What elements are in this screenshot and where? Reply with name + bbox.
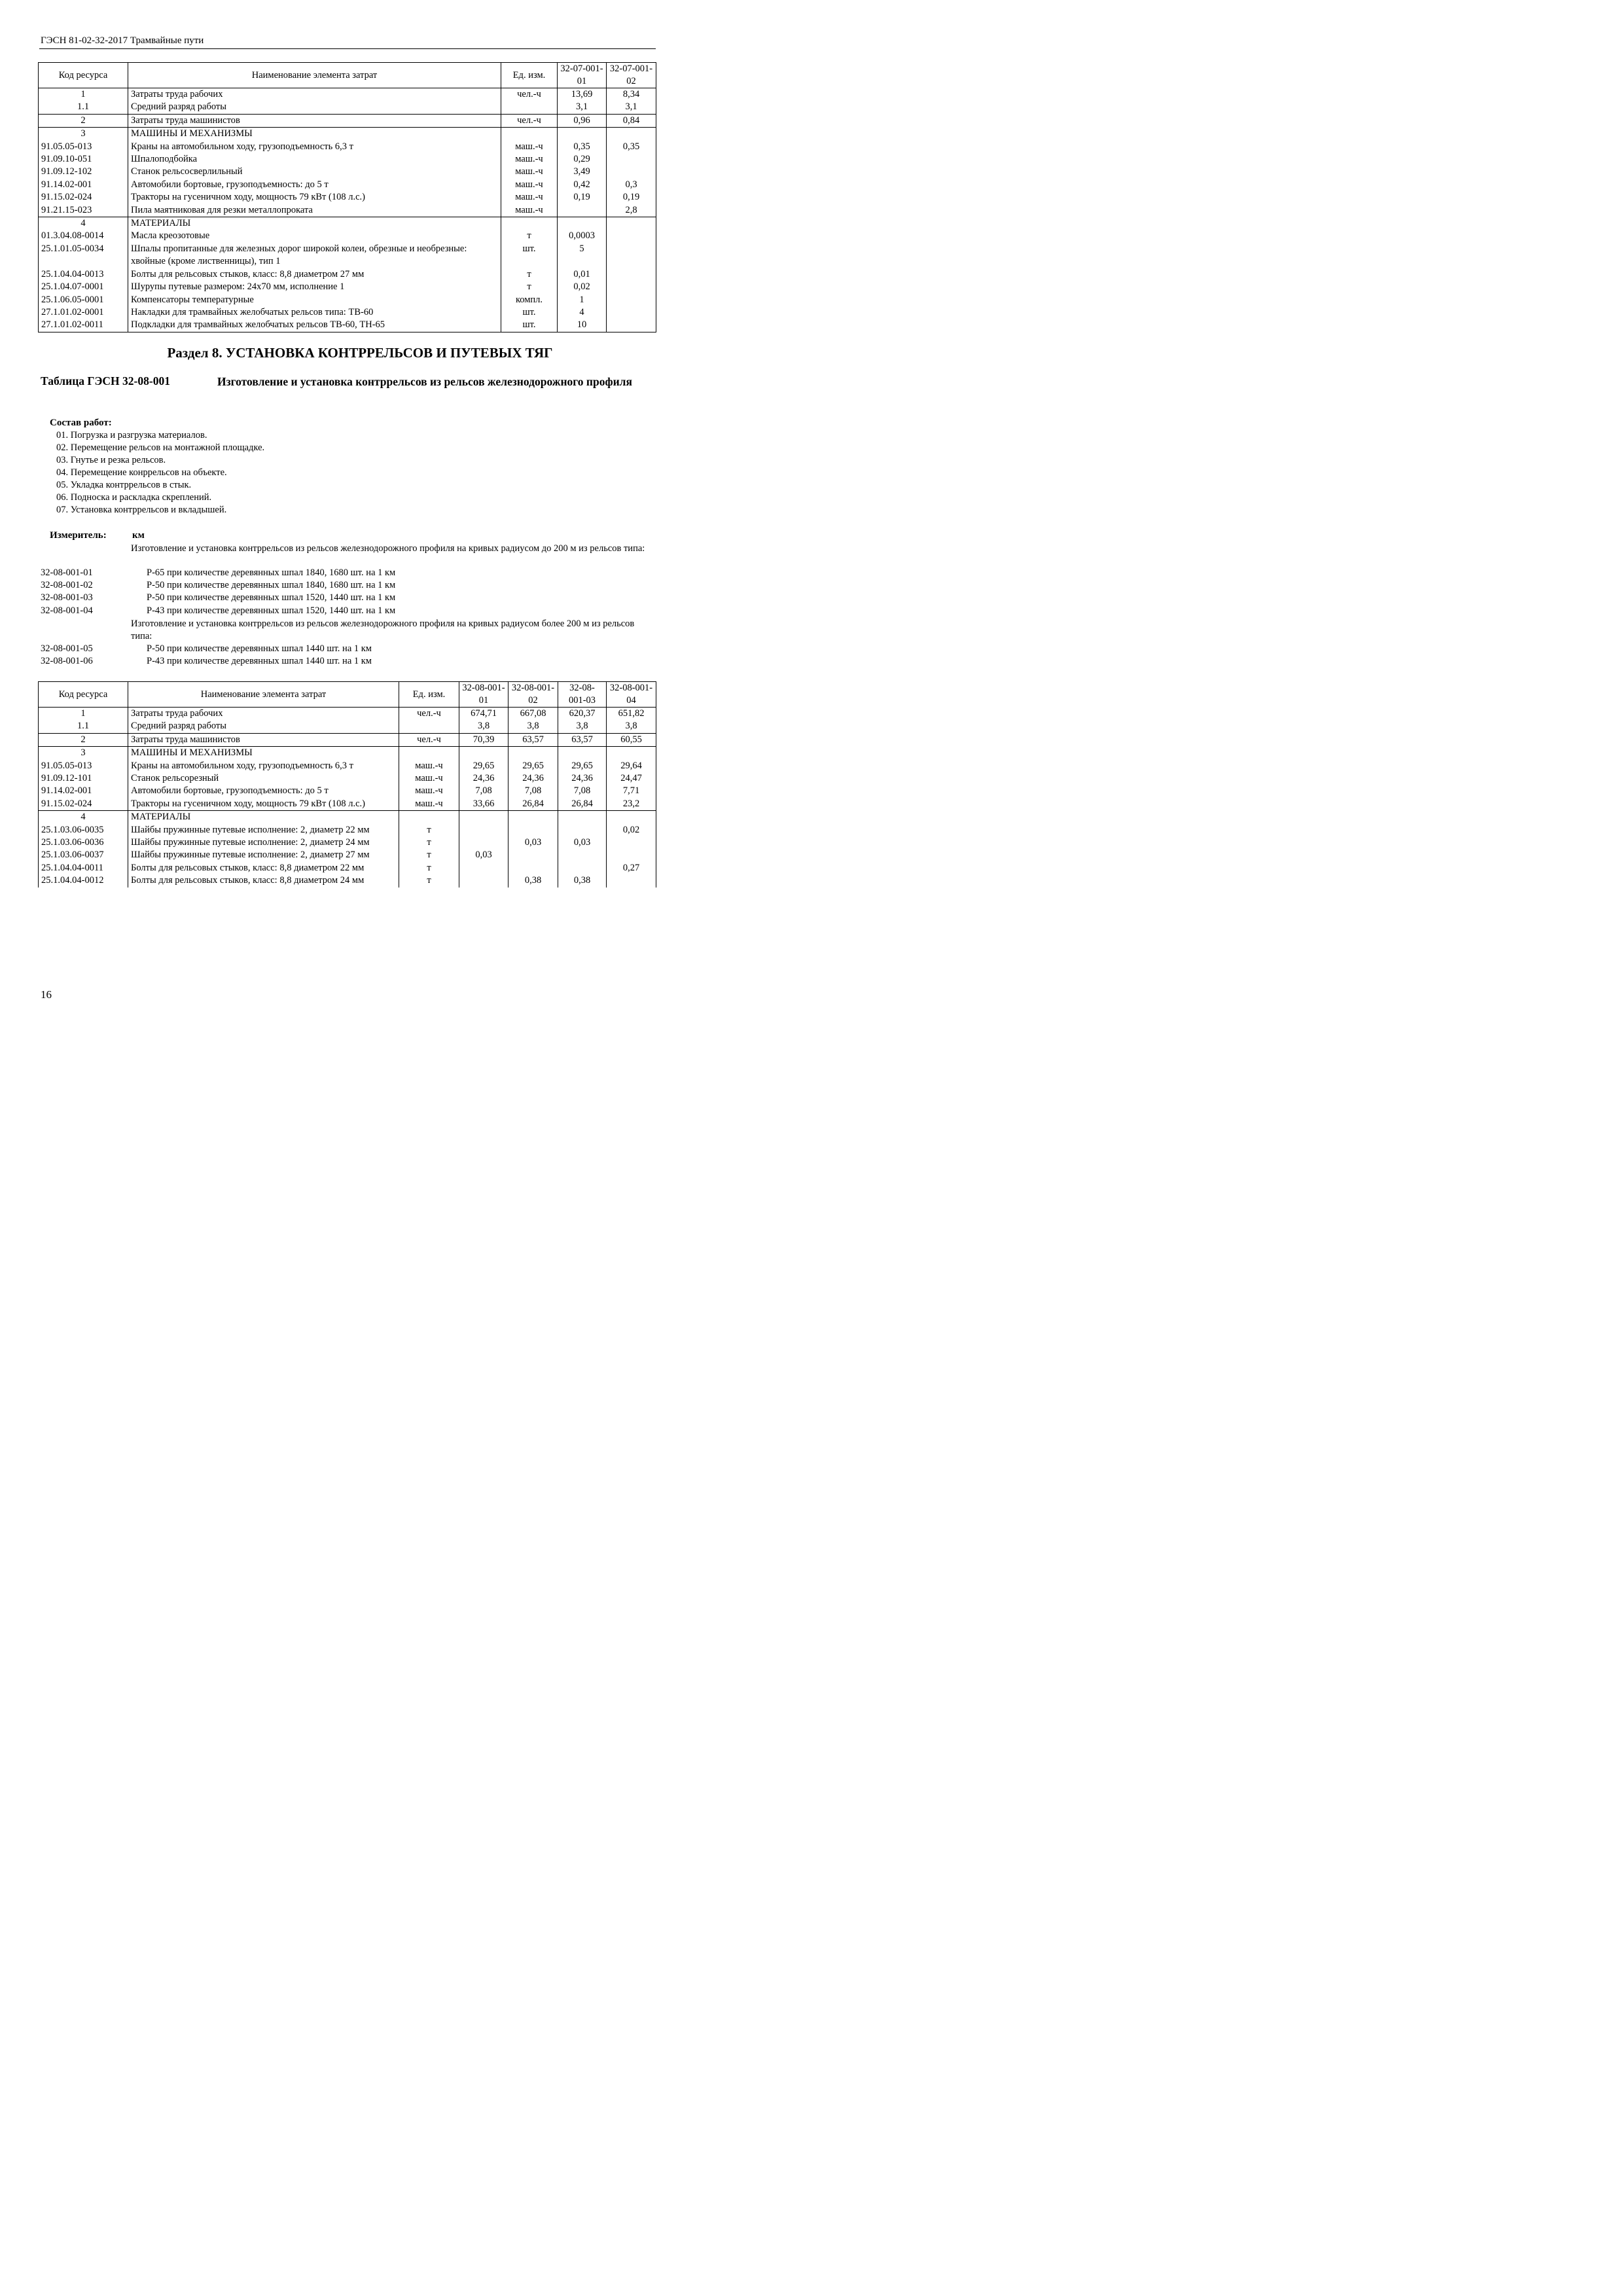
cell-name: Масла креозотовые [128, 230, 501, 242]
cell-value: 2,8 [607, 204, 656, 217]
cell-value: 620,37 [558, 708, 607, 721]
cell-value [607, 836, 656, 849]
cell-name: Компенсаторы температурные [128, 294, 501, 306]
cell-value [508, 811, 558, 824]
cell-value: 0,3 [607, 179, 656, 191]
cell-code: 4 [39, 811, 128, 824]
cell-code: 4 [39, 217, 128, 230]
cell-name: Станок рельсорезный [128, 772, 399, 785]
table-label: Таблица ГЭСН 32-08-001 [41, 374, 170, 387]
cell-value: 1 [558, 294, 607, 306]
cell-code: 91.09.12-101 [39, 772, 128, 785]
cell-value: 0,96 [558, 114, 607, 127]
cell-code: 25.1.03.06-0035 [39, 824, 128, 836]
cell-value [508, 849, 558, 861]
cell-value [459, 874, 508, 887]
cell-value: 3,1 [558, 101, 607, 114]
variant-description: Р-43 при количестве деревянных шпал 1520, 1440 шт. на 1 км [147, 605, 396, 616]
table-row [39, 720, 656, 733]
cell-code: 91.09.10-051 [39, 153, 128, 166]
table-row [39, 760, 656, 772]
table-row [39, 294, 656, 306]
cell-value: 10 [558, 319, 607, 332]
cell-code: 25.1.04.04-0013 [39, 268, 128, 281]
cell-unit: чел.-ч [501, 114, 558, 127]
cell-value [607, 243, 656, 268]
header-variant-1: 32-08-001-01 [459, 682, 508, 708]
cell-value: 29,64 [607, 760, 656, 772]
header-variant-3: 32-08-001-03 [558, 682, 607, 708]
cell-value: 70,39 [459, 733, 508, 746]
cell-value: 29,65 [459, 760, 508, 772]
cell-code: 3 [39, 747, 128, 760]
cell-value: 63,57 [508, 733, 558, 746]
cell-value: 0,02 [607, 824, 656, 836]
cell-value: 24,36 [459, 772, 508, 785]
table-row [39, 874, 656, 887]
cell-value: 3,8 [508, 720, 558, 733]
cell-value: 26,84 [508, 798, 558, 811]
table-row [39, 836, 656, 849]
cell-value: 0,03 [459, 849, 508, 861]
cell-value: 0,35 [607, 141, 656, 153]
cell-value [459, 862, 508, 874]
cell-value: 3,1 [607, 101, 656, 114]
table-row [39, 849, 656, 861]
cell-unit: маш.-ч [501, 141, 558, 153]
variant-description: Р-50 при количестве деревянных шпал 1520, 1440 шт. на 1 км [147, 592, 396, 603]
cell-value [607, 128, 656, 141]
table-row [39, 204, 656, 217]
cell-value: 33,66 [459, 798, 508, 811]
cell-unit: т [399, 849, 459, 861]
cell-value: 674,71 [459, 708, 508, 721]
cell-unit: т [399, 862, 459, 874]
cell-value: 3,8 [459, 720, 508, 733]
cell-code: 25.1.03.06-0037 [39, 849, 128, 861]
cell-value [558, 747, 607, 760]
table-row [39, 101, 656, 114]
cell-value [607, 230, 656, 242]
cell-code: 91.14.02-001 [39, 785, 128, 797]
table-row [39, 243, 656, 268]
variant-description: Р-43 при количестве деревянных шпал 1440 шт. на 1 км [147, 656, 372, 666]
cell-code: 91.15.02-024 [39, 798, 128, 811]
cell-unit: маш.-ч [399, 760, 459, 772]
header-name: Наименование элемента затрат [128, 63, 501, 88]
cell-value: 0,19 [607, 191, 656, 204]
cell-unit: т [399, 836, 459, 849]
variant-group-text: Изготовление и установка контррельсов из рельсов железнодорожного профиля на кривых радиусом до 200 м из рельсов типа: [131, 543, 645, 554]
cell-value: 0,03 [558, 836, 607, 849]
cell-unit: т [501, 281, 558, 293]
cell-value [558, 849, 607, 861]
header-variant-2: 32-08-001-02 [508, 682, 558, 708]
cell-code: 91.21.15-023 [39, 204, 128, 217]
cell-value: 24,36 [558, 772, 607, 785]
cell-value: 7,08 [508, 785, 558, 797]
variant-description: Р-50 при количестве деревянных шпал 1840, 1680 шт. на 1 км [147, 580, 396, 590]
cell-value [508, 862, 558, 874]
table-row [39, 319, 656, 332]
cell-value: 0,35 [558, 141, 607, 153]
work-step: 01. Погрузка и разгрузка материалов. [56, 430, 207, 440]
table-row [39, 217, 656, 230]
header-rule [39, 48, 656, 49]
table-title: Изготовление и установка контррельсов из рельсов железнодорожного профиля [217, 375, 632, 388]
cell-value [508, 824, 558, 836]
cell-value: 0,29 [558, 153, 607, 166]
cell-unit: маш.-ч [501, 179, 558, 191]
cell-value: 7,71 [607, 785, 656, 797]
table-row [39, 733, 656, 746]
variant-code: 32-08-001-03 [41, 592, 93, 603]
cell-name: Затраты труда машинистов [128, 114, 501, 127]
cell-unit: чел.-ч [399, 708, 459, 721]
table-row [39, 128, 656, 141]
cell-unit: шт. [501, 243, 558, 268]
variant-description: Р-65 при количестве деревянных шпал 1840, 1680 шт. на 1 км [147, 567, 396, 578]
work-step: 02. Перемещение рельсов на монтажной площадке. [56, 442, 265, 453]
cell-code: 25.1.04.04-0011 [39, 862, 128, 874]
cell-code: 25.1.04.04-0012 [39, 874, 128, 887]
cell-code: 25.1.03.06-0036 [39, 836, 128, 849]
cell-unit: компл. [501, 294, 558, 306]
cell-value: 24,47 [607, 772, 656, 785]
table-row [39, 191, 656, 204]
cell-name: Автомобили бортовые, грузоподъемность: до 5 т [128, 785, 399, 797]
work-step: 07. Установка контррельсов и вкладышей. [56, 505, 227, 515]
cell-name: МАТЕРИАЛЫ [128, 217, 501, 230]
cell-unit: маш.-ч [501, 166, 558, 178]
cell-value: 0,27 [607, 862, 656, 874]
cell-value [607, 306, 656, 319]
cell-name: МАШИНЫ И МЕХАНИЗМЫ [128, 128, 501, 141]
meter-label: Измеритель: [50, 530, 107, 541]
table-row [39, 281, 656, 293]
cell-name: МАШИНЫ И МЕХАНИЗМЫ [128, 747, 399, 760]
section-title: Раздел 8. УСТАНОВКА КОНТРРЕЛЬСОВ И ПУТЕВЫХ ТЯГ [167, 345, 553, 361]
cell-value: 0,0003 [558, 230, 607, 242]
header-unit: Ед. изм. [501, 63, 558, 88]
cell-code: 2 [39, 733, 128, 746]
variant-code: 32-08-001-06 [41, 656, 93, 666]
work-step: 05. Укладка контррельсов в стык. [56, 480, 192, 490]
cell-name: Краны на автомобильном ходу, грузоподъемность 6,3 т [128, 141, 501, 153]
cell-code: 1.1 [39, 720, 128, 733]
table-row [39, 824, 656, 836]
cell-value [558, 862, 607, 874]
cell-unit: маш.-ч [501, 191, 558, 204]
header-variant-1: 32-07-001-01 [558, 63, 607, 88]
cell-value [459, 811, 508, 824]
cell-unit [399, 811, 459, 824]
variant-code: 32-08-001-01 [41, 567, 93, 578]
cell-code: 2 [39, 114, 128, 127]
header-code: Код ресурса [39, 682, 128, 708]
cell-unit [399, 720, 459, 733]
resource-table-32-07 [38, 62, 656, 332]
cell-value: 8,34 [607, 88, 656, 101]
cell-value [558, 204, 607, 217]
cell-value [607, 874, 656, 887]
cell-value [558, 824, 607, 836]
cell-name: Средний разряд работы [128, 101, 501, 114]
table-row [39, 114, 656, 127]
header-unit: Ед. изм. [399, 682, 459, 708]
cell-value: 3,8 [558, 720, 607, 733]
cell-value: 3,8 [607, 720, 656, 733]
cell-value: 651,82 [607, 708, 656, 721]
cell-code: 25.1.04.07-0001 [39, 281, 128, 293]
cell-code: 91.05.05-013 [39, 760, 128, 772]
cell-name: Затраты труда рабочих [128, 88, 501, 101]
table-row [39, 179, 656, 191]
table-row [39, 785, 656, 797]
table-row [39, 798, 656, 811]
table-row [39, 268, 656, 281]
header-variant-4: 32-08-001-04 [607, 682, 656, 708]
cell-value: 4 [558, 306, 607, 319]
cell-unit [501, 128, 558, 141]
cell-name: Шпалы пропитанные для железных дорог широкой колеи, обрезные и необрезные: хвойные (кроме лиственницы), тип 1 [128, 243, 501, 268]
table-row [39, 708, 656, 721]
cell-unit: т [501, 230, 558, 242]
work-step: 04. Перемещение конррельсов на объекте. [56, 467, 227, 478]
table-row [39, 153, 656, 166]
cell-value: 0,01 [558, 268, 607, 281]
table-row [39, 230, 656, 242]
cell-value [607, 849, 656, 861]
cell-value: 0,03 [508, 836, 558, 849]
work-composition-heading: Состав работ: [50, 418, 112, 428]
cell-value [459, 747, 508, 760]
cell-value [459, 836, 508, 849]
work-step: 03. Гнутье и резка рельсов. [56, 455, 166, 465]
cell-name: МАТЕРИАЛЫ [128, 811, 399, 824]
cell-value [607, 217, 656, 230]
cell-value [508, 747, 558, 760]
cell-name: Средний разряд работы [128, 720, 399, 733]
cell-value: 60,55 [607, 733, 656, 746]
cell-name: Шайбы пружинные путевые исполнение: 2, диаметр 24 мм [128, 836, 399, 849]
resource-table-32-08-001 [38, 681, 656, 888]
cell-unit: маш.-ч [501, 204, 558, 217]
table-row [39, 811, 656, 824]
cell-code: 01.3.04.08-0014 [39, 230, 128, 242]
cell-code: 91.14.02-001 [39, 179, 128, 191]
cell-name: Шпалоподбойка [128, 153, 501, 166]
cell-name: Затраты труда машинистов [128, 733, 399, 746]
table-row [39, 306, 656, 319]
cell-value: 13,69 [558, 88, 607, 101]
cell-name: Подкладки для трамвайных желобчатых рельсов ТВ-60, ТН-65 [128, 319, 501, 332]
cell-value [607, 166, 656, 178]
cell-unit: чел.-ч [501, 88, 558, 101]
cell-value [558, 811, 607, 824]
cell-name: Болты для рельсовых стыков, класс: 8,8 диаметром 22 мм [128, 862, 399, 874]
cell-name: Тракторы на гусеничном ходу, мощность 79 кВт (108 л.с.) [128, 191, 501, 204]
page-number: 16 [41, 988, 52, 1001]
cell-value [558, 128, 607, 141]
cell-unit: маш.-ч [399, 772, 459, 785]
cell-code: 25.1.01.05-0034 [39, 243, 128, 268]
cell-value: 0,02 [558, 281, 607, 293]
cell-name: Краны на автомобильном ходу, грузоподъемность 6,3 т [128, 760, 399, 772]
cell-value [459, 824, 508, 836]
cell-name: Болты для рельсовых стыков, класс: 8,8 диаметром 27 мм [128, 268, 501, 281]
cell-unit: т [399, 874, 459, 887]
cell-unit: т [399, 824, 459, 836]
cell-value: 667,08 [508, 708, 558, 721]
table-row [39, 88, 656, 101]
cell-unit [501, 101, 558, 114]
cell-value: 0,42 [558, 179, 607, 191]
table-body [39, 88, 656, 332]
cell-name: Пила маятниковая для резки металлопроката [128, 204, 501, 217]
cell-value [607, 294, 656, 306]
cell-value [607, 281, 656, 293]
cell-value [607, 268, 656, 281]
cell-code: 91.15.02-024 [39, 191, 128, 204]
cell-value [607, 811, 656, 824]
cell-name: Шайбы пружинные путевые исполнение: 2, диаметр 27 мм [128, 849, 399, 861]
table-body [39, 708, 656, 888]
table-header-row [39, 682, 656, 708]
cell-code: 27.1.01.02-0011 [39, 319, 128, 332]
meter-unit: км [132, 530, 145, 541]
cell-value: 63,57 [558, 733, 607, 746]
cell-value: 7,08 [459, 785, 508, 797]
cell-value: 0,19 [558, 191, 607, 204]
cell-code: 91.05.05-013 [39, 141, 128, 153]
work-step: 06. Подноска и раскладка скреплений. [56, 492, 212, 503]
cell-value: 26,84 [558, 798, 607, 811]
cell-value [558, 217, 607, 230]
cell-value: 0,38 [558, 874, 607, 887]
cell-name: Шурупы путевые размером: 24х70 мм, исполнение 1 [128, 281, 501, 293]
cell-unit: чел.-ч [399, 733, 459, 746]
cell-unit: т [501, 268, 558, 281]
cell-name: Болты для рельсовых стыков, класс: 8,8 диаметром 24 мм [128, 874, 399, 887]
cell-unit [501, 217, 558, 230]
cell-name: Шайбы пружинные путевые исполнение: 2, диаметр 22 мм [128, 824, 399, 836]
cell-unit: маш.-ч [501, 153, 558, 166]
cell-name: Тракторы на гусеничном ходу, мощность 79 кВт (108 л.с.) [128, 798, 399, 811]
header-code: Код ресурса [39, 63, 128, 88]
header-name: Наименование элемента затрат [128, 682, 399, 708]
cell-value: 3,49 [558, 166, 607, 178]
cell-code: 1.1 [39, 101, 128, 114]
variant-code: 32-08-001-02 [41, 580, 93, 590]
cell-value: 24,36 [508, 772, 558, 785]
cell-unit [399, 747, 459, 760]
cell-value: 29,65 [508, 760, 558, 772]
cell-name: Автомобили бортовые, грузоподъемность: до 5 т [128, 179, 501, 191]
cell-code: 27.1.01.02-0001 [39, 306, 128, 319]
cell-value: 7,08 [558, 785, 607, 797]
table-row [39, 747, 656, 760]
variant-group-text: Изготовление и установка контррельсов из рельсов железнодорожного профиля на кривых радиусом более 200 м из рельсов типа: [131, 619, 635, 641]
variant-code: 32-08-001-05 [41, 643, 93, 654]
cell-code: 1 [39, 88, 128, 101]
cell-name: Накладки для трамвайных желобчатых рельсов типа: ТВ-60 [128, 306, 501, 319]
table-header-row [39, 63, 656, 88]
cell-code: 1 [39, 708, 128, 721]
cell-name: Станок рельсосверлильный [128, 166, 501, 178]
cell-value [607, 153, 656, 166]
table-row [39, 772, 656, 785]
cell-code: 3 [39, 128, 128, 141]
table-row [39, 141, 656, 153]
variant-code: 32-08-001-04 [41, 605, 93, 616]
cell-unit: шт. [501, 319, 558, 332]
running-header: ГЭСН 81-02-32-2017 Трамвайные пути [41, 35, 204, 46]
table-row [39, 166, 656, 178]
header-variant-2: 32-07-001-02 [607, 63, 656, 88]
cell-value: 0,84 [607, 114, 656, 127]
cell-value: 5 [558, 243, 607, 268]
cell-value: 0,38 [508, 874, 558, 887]
cell-value [607, 747, 656, 760]
cell-unit: маш.-ч [399, 785, 459, 797]
cell-value: 23,2 [607, 798, 656, 811]
cell-value: 29,65 [558, 760, 607, 772]
cell-unit: шт. [501, 306, 558, 319]
variant-description: Р-50 при количестве деревянных шпал 1440 шт. на 1 км [147, 643, 372, 654]
cell-code: 25.1.06.05-0001 [39, 294, 128, 306]
cell-code: 91.09.12-102 [39, 166, 128, 178]
table-row [39, 862, 656, 874]
cell-value [607, 319, 656, 332]
cell-unit: маш.-ч [399, 798, 459, 811]
cell-name: Затраты труда рабочих [128, 708, 399, 721]
